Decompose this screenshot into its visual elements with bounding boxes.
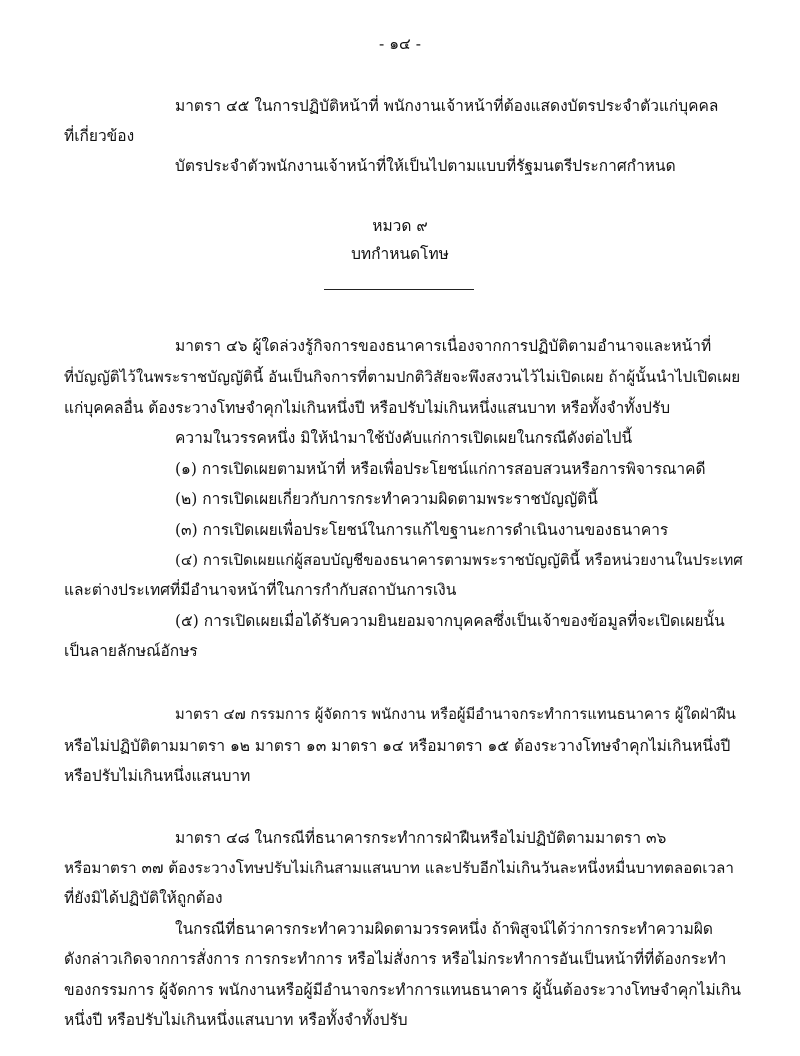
section-46-item-1: (๑) การเปิดเผยตามหน้าที่ หรือเพื่อประโยชน์แก่การสอบสวนหรือการพิจารณาคดี <box>175 460 706 478</box>
section-46-item-3: (๓) การเปิดเผยเพื่อประโยชน์ในการแก้ไขฐานะการดำเนินงานของธนาคาร <box>175 521 669 539</box>
section-48-line-4: ในกรณีที่ธนาคารกระทำความผิดตามวรรคหนึ่ง ถ้าพิสูจน์ได้ว่าการกระทำความผิด <box>175 920 713 938</box>
section-46-item-4b: และต่างประเทศที่มีอำนาจหน้าที่ในการกำกับสถาบันการเงิน <box>64 581 457 599</box>
section-46-item-5b: เป็นลายลักษณ์อักษร <box>64 642 198 660</box>
section-46-item-5a: (๕) การเปิดเผยเมื่อได้รับความยินยอมจากบุคคลซึ่งเป็นเจ้าของข้อมูลที่จะเปิดเผยนั้น <box>175 612 725 630</box>
section-47-line-3: หรือปรับไม่เกินหนึ่งแสนบาท <box>64 767 251 785</box>
section-45-line-1: มาตรา ๔๕ ในการปฏิบัติหน้าที่ พนักงานเจ้าหน้าที่ต้องแสดงบัตรประจำตัวแก่บุคคล <box>175 97 719 115</box>
chapter-title: บทกำหนดโทษ <box>351 245 449 263</box>
section-46-item-2: (๒) การเปิดเผยเกี่ยวกับการกระทำความผิดตามพระราชบัญญัตินี้ <box>175 490 598 508</box>
section-46-line-4: ความในวรรคหนึ่ง มิให้นำมาใช้บังคับแก่การเปิดเผยในกรณีดังต่อไปนี้ <box>175 429 633 447</box>
section-48-line-3: ที่ยังมิได้ปฏิบัติให้ถูกต้อง <box>64 889 223 907</box>
section-48-line-1: มาตรา ๔๘ ในกรณีที่ธนาคารกระทำการฝ่าฝืนหรือไม่ปฏิบัติตามมาตรา ๓๖ <box>175 829 667 847</box>
section-46-item-4a: (๔) การเปิดเผยแก่ผู้สอบบัญชีของธนาคารตามพระราชบัญญัตินี้ หรือหน่วยงานในประเทศ <box>175 551 743 569</box>
section-46-line-3: แก่บุคคลอื่น ต้องระวางโทษจำคุกไม่เกินหนึ่งปี หรือปรับไม่เกินหนึ่งแสนบาท หรือทั้งจำทั้งปรับ <box>64 399 671 417</box>
section-46-line-2: ที่บัญญัติไว้ในพระราชบัญญัตินี้ อันเป็นกิจการที่ตามปกติวิสัยจะพึงสงวนไว้ไม่เปิดเผย ถ้าผู้นั้นนำไปเปิดเผย <box>64 368 741 386</box>
section-48-line-7: หนึ่งปี หรือปรับไม่เกินหนึ่งแสนบาท หรือทั้งจำทั้งปรับ <box>64 1011 408 1029</box>
section-45-line-3: บัตรประจำตัวพนักงานเจ้าหน้าที่ให้เป็นไปตามแบบที่รัฐมนตรีประกาศกำหนด <box>175 157 676 175</box>
section-46-line-1: มาตรา ๔๖ ผู้ใดล่วงรู้กิจการของธนาคารเนื่องจากการปฏิบัติตามอำนาจและหน้าที่ <box>175 337 712 355</box>
chapter-divider <box>324 289 474 290</box>
section-45-line-2: ที่เกี่ยวข้อง <box>64 127 135 145</box>
section-48-line-5: ดังกล่าวเกิดจากการสั่งการ การกระทำการ หรือไม่สั่งการ หรือไม่กระทำการอันเป็นหน้าที่ที่ต้องกระทำ <box>64 950 727 968</box>
chapter-number: หมวด ๙ <box>372 217 428 235</box>
section-47-line-2: หรือไม่ปฏิบัติตามมาตรา ๑๒ มาตรา ๑๓ มาตรา ๑๔ หรือมาตรา ๑๕ ต้องระวางโทษจำคุกไม่เกินหนึ่งปี <box>64 737 731 755</box>
section-48-line-2: หรือมาตรา ๓๗ ต้องระวางโทษปรับไม่เกินสามแสนบาท และปรับอีกไม่เกินวันละหนึ่งหมื่นบาทตลอดเวลา <box>64 859 734 877</box>
section-48-line-6: ของกรรมการ ผู้จัดการ พนักงานหรือผู้มีอำนาจกระทำการแทนธนาคาร ผู้นั้นต้องระวางโทษจำคุกไม่เกิน <box>64 981 741 999</box>
page-number: - ๑๔ - <box>379 35 421 53</box>
section-47-line-1: มาตรา ๔๗ กรรมการ ผู้จัดการ พนักงาน หรือผู้มีอำนาจกระทำการแทนธนาคาร ผู้ใดฝ่าฝืน <box>175 706 736 723</box>
